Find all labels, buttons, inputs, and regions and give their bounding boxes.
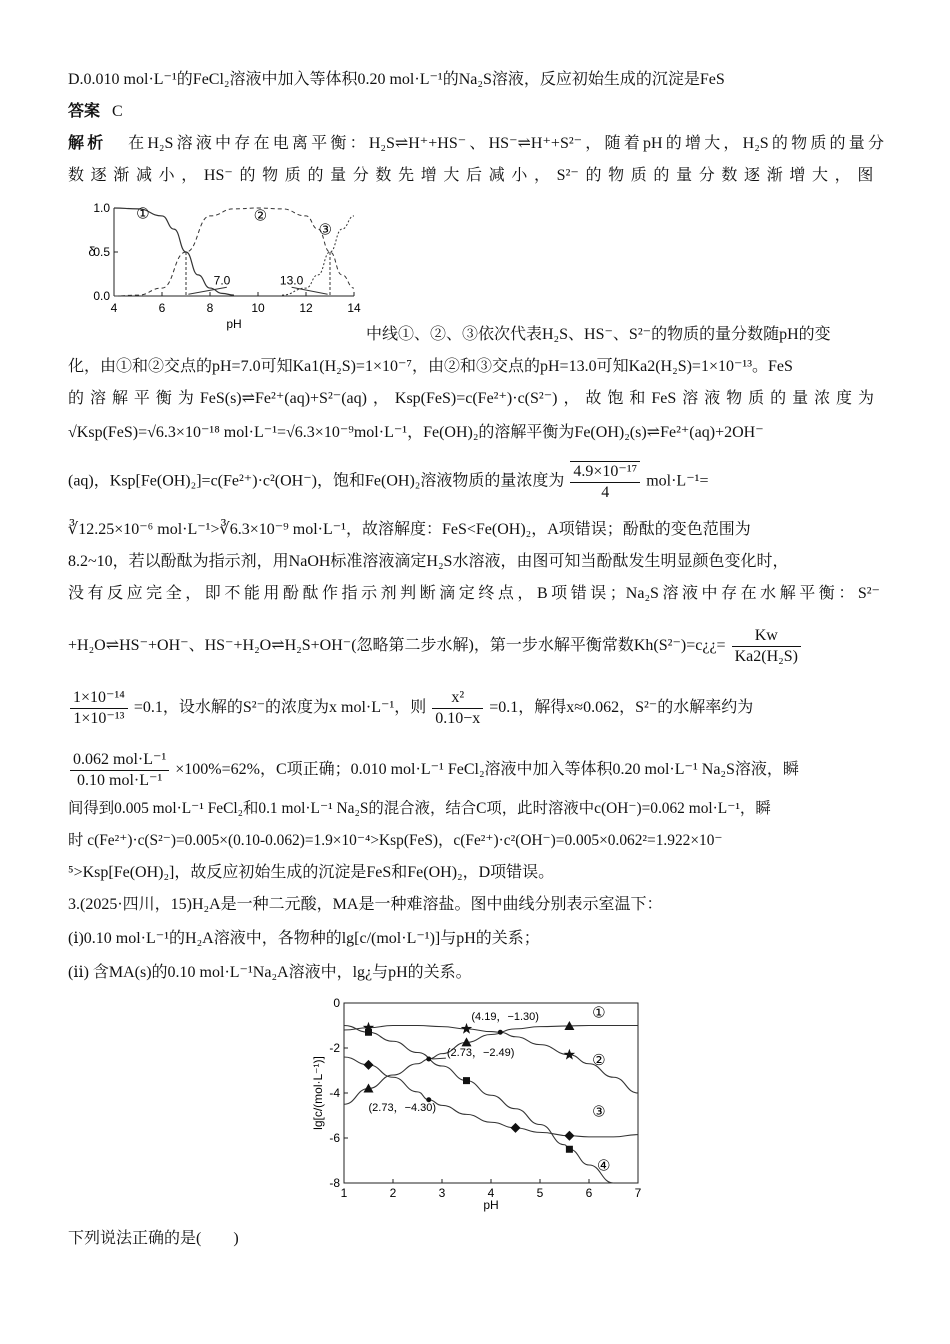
x-tick-label: 14: [347, 301, 361, 315]
diamond-marker: [511, 1123, 521, 1133]
y-tick-label: 0.5: [93, 245, 110, 259]
analysis-text-7: (aq)，Ksp[Fe(OH)₂]=c(Fe²⁺)·c²(OH⁻)，饱和Fe(OH)₂溶液物质的量浓度为: [68, 472, 565, 490]
x-tick-label: 6: [158, 301, 166, 315]
analysis-line-8: ∛12.25×10⁻⁶ mol·L⁻¹>∛6.3×10⁻⁹ mol·L⁻¹，故溶解度：FeS<Fe(OH)₂，A项错误；酚酞的变色范围为: [68, 521, 751, 538]
y-tick-label: 1.0: [93, 201, 110, 215]
x-tick-label: 4: [110, 301, 118, 315]
y-tick-label: -6: [329, 1131, 340, 1145]
x-tick-label: 3: [438, 1186, 446, 1200]
x-tick-label: 7: [634, 1186, 642, 1200]
curve-label-2: ②: [592, 1051, 606, 1069]
diamond-marker: [364, 1060, 374, 1070]
analysis-line-12: $\frac{\text{1×10⁻¹⁴}}{\text{1×10⁻¹³}}$ =0.1，设水解的S²⁻的浓度为x mol·L⁻¹，则 $\frac{\text{x²}}{0.10-x}$ =0.1，解得x≈0.062，S²⁻的水解率约为: [68, 688, 884, 729]
annotation-label-1: 7.0: [213, 273, 231, 288]
analysis-line-11: +H₂O⇌HS⁻+OH⁻、HS⁻+H₂O⇌H₂S+OH⁻(忽略第二步水解)，第一步水解平衡常数Kh(S²⁻)=c¿¿= $\frac{Kw}{\text{Ka2(H₂S)}}$: [68, 626, 884, 667]
point-label-2: (2.73，−2.49): [446, 1046, 515, 1059]
question-3-cond-2: (ⅱ) 含MA(s)的0.10 mol·L⁻¹Na₂A溶液中，lg¿与pH的关系。: [68, 964, 472, 981]
speciation-chart: [82, 196, 372, 336]
point-marker: [498, 1030, 503, 1035]
fraction-cube-root: $\frac{\text{4.9×10⁻¹⁷}}{4}$: [570, 461, 640, 503]
analysis-line-10: 没有反应完全，即不能用酚酞作指示剂判断滴定终点，B项错误；Na₂S溶液中存在水解平衡：S²⁻: [68, 585, 880, 602]
curve-label-4: ④: [596, 1157, 611, 1175]
curve-label-1: ①: [592, 1004, 606, 1022]
answer-label: 答案: [68, 103, 101, 120]
square-marker: [463, 1077, 470, 1084]
plot-frame: [344, 1003, 638, 1183]
analysis-line-14: 间得到0.005 mol·L⁻¹ FeCl₂和0.1 mol·L⁻¹ Na₂S的混合液，结合C项，此时溶液中c(OH⁻)=0.062 mol·L⁻¹，瞬: [68, 800, 771, 817]
diamond-marker: [564, 1131, 574, 1141]
analysis-line-1: [68, 132, 884, 156]
answer-value: C: [112, 103, 123, 120]
curve-label-3: ③: [592, 1103, 606, 1121]
x-axis-label: pH: [226, 317, 242, 331]
analysis-line-3: 中线①、②、③依次代表H₂S、HS⁻、S²⁻的物质的量分数随pH的变: [366, 326, 831, 343]
analysis-text-5: 的溶解平衡为FeS(s)⇌Fe²⁺(aq)+S²⁻(aq)，Ksp(FeS)=c(Fe²⁺)·c(S²⁻)，故饱和FeS溶液物质的量浓度为: [68, 390, 880, 407]
x-tick-label: 12: [299, 301, 313, 315]
y-axis-label: lg[c/(mol·L⁻¹)]: [311, 1056, 325, 1130]
y-tick-label: -8: [329, 1176, 340, 1190]
star-marker: [564, 1049, 575, 1060]
analysis-line-16: ⁵>Ksp[Fe(OH)₂]，故反应初始生成的沉淀是FeS和Fe(OH)₂，D项错误。: [68, 864, 555, 881]
y-tick-label: -2: [329, 1041, 340, 1055]
analysis-text-2: 数逐渐减小，HS⁻的物质的量分数先增大后减小，S²⁻的物质的量分数逐渐增大，图: [68, 167, 880, 184]
lgc-ph-chart: [300, 995, 660, 1215]
x-tick-label: 2: [389, 1186, 397, 1200]
y-tick-label: 0.0: [93, 289, 110, 303]
annotation-label-2: 13.0: [279, 273, 304, 288]
analysis-line-13: $\frac{\text{0.062 mol·L⁻¹}}{\text{0.10 mol·L⁻¹}}$ ×100%=62%，C项正确；0.010 mol·L⁻¹ FeCl₂溶液中加入等体积0.20 mol·L⁻¹ Na₂S溶液，瞬: [68, 750, 884, 791]
x-tick-label: 8: [206, 301, 214, 315]
y-tick-label: -4: [329, 1086, 340, 1100]
y-axis-label: δ: [88, 244, 96, 259]
question-3-prompt: 下列说法正确的是( ): [68, 1230, 239, 1247]
curve-label-1: ①: [136, 205, 150, 223]
answer-line: [68, 100, 884, 124]
fraction-kh: $\frac{Kw}{\text{Ka2(H₂S)}}$: [732, 626, 801, 667]
analysis-line-5: [68, 387, 884, 411]
point-label-3: (2.73，−4.30): [368, 1102, 437, 1114]
annotation-arrow-2: [292, 287, 328, 294]
analysis-text-1: 在H₂S溶液中存在电离平衡：H₂S⇌H⁺+HS⁻、HS⁻⇌H⁺+S²⁻，随着pH的增大，H₂S的物质的量分: [128, 135, 884, 152]
fraction-rate: $\frac{\text{0.062 mol·L⁻¹}}{\text{0.10 mol·L⁻¹}}$: [70, 750, 169, 791]
point-marker: [426, 1057, 431, 1062]
star-marker: [461, 1023, 472, 1034]
x-tick-label: 6: [585, 1186, 593, 1200]
x-tick-label: 10: [251, 301, 265, 315]
y-tick-label: 0: [333, 996, 340, 1010]
fraction-ratio: $\frac{\text{1×10⁻¹⁴}}{\text{1×10⁻¹³}}$: [70, 688, 128, 729]
analysis-line-9: 8.2~10，若以酚酞为指示剂，用NaOH标准溶液滴定H₂S水溶液，由图可知当酚酞发生明显颜色变化时，: [68, 553, 789, 570]
option-d-text: D.0.010 mol·L⁻¹的FeCl₂溶液中加入等体积0.20 mol·L⁻¹的Na₂S溶液，反应初始生成的沉淀是FeS: [68, 71, 725, 88]
x-tick-label: 4: [487, 1186, 495, 1200]
series-3-line: [344, 1057, 638, 1137]
analysis-line-6: √Ksp(FeS)=√6.3×10⁻¹⁸ mol·L⁻¹=√6.3×10⁻⁹mol·L⁻¹，Fe(OH)₂的溶解平衡为Fe(OH)₂(s)⇌Fe²⁺(aq)+2OH⁻: [68, 424, 764, 441]
question-3-stem: 3.(2025·四川，15)H₂A是一种二元酸，MA是一种难溶盐。图中曲线分别表示室温下：: [68, 896, 663, 913]
square-marker: [365, 1029, 372, 1036]
x-axis-label: pH: [483, 1198, 499, 1212]
x-tick-label: 1: [340, 1186, 348, 1200]
analysis-line-7: (aq)，Ksp[Fe(OH)₂]=c(Fe²⁺)·c²(OH⁻)，饱和Fe(OH)₂溶液物质的量浓度为 $\frac{\text{4.9×10⁻¹⁷}}{4}$ mol·L⁻¹=: [68, 463, 709, 501]
analysis-line-2: [68, 164, 884, 188]
analysis-line-15: 时 c(Fe²⁺)·c(S²⁻)=0.005×(0.10-0.062)=1.9×10⁻⁴>Ksp(FeS)，c(Fe²⁺)·c²(OH⁻)=0.005×0.062²=1.922×10⁻: [68, 832, 723, 849]
analysis-line-4: 化，由①和②交点的pH=7.0可知Ka1(H₂S)=1×10⁻⁷，由②和③交点的pH=13.0可知Ka2(H₂S)=1×10⁻¹³。FeS: [68, 358, 793, 375]
square-marker: [566, 1146, 573, 1153]
question-3-cond-1: (ⅰ)0.10 mol·L⁻¹的H₂A溶液中，各物种的lg[c/(mol·L⁻¹)]与pH的关系；: [68, 930, 540, 947]
analysis-label: 解析: [68, 135, 107, 152]
point-label-1: (4.19，−1.30): [471, 1010, 539, 1023]
x-tick-label: 5: [536, 1186, 544, 1200]
curve-label-3: ③: [318, 221, 332, 239]
fraction-x: $\frac{\text{x²}}{0.10-x}$: [432, 688, 483, 729]
curve-label-2: ②: [253, 207, 268, 225]
point-label-leader: [432, 1058, 446, 1059]
